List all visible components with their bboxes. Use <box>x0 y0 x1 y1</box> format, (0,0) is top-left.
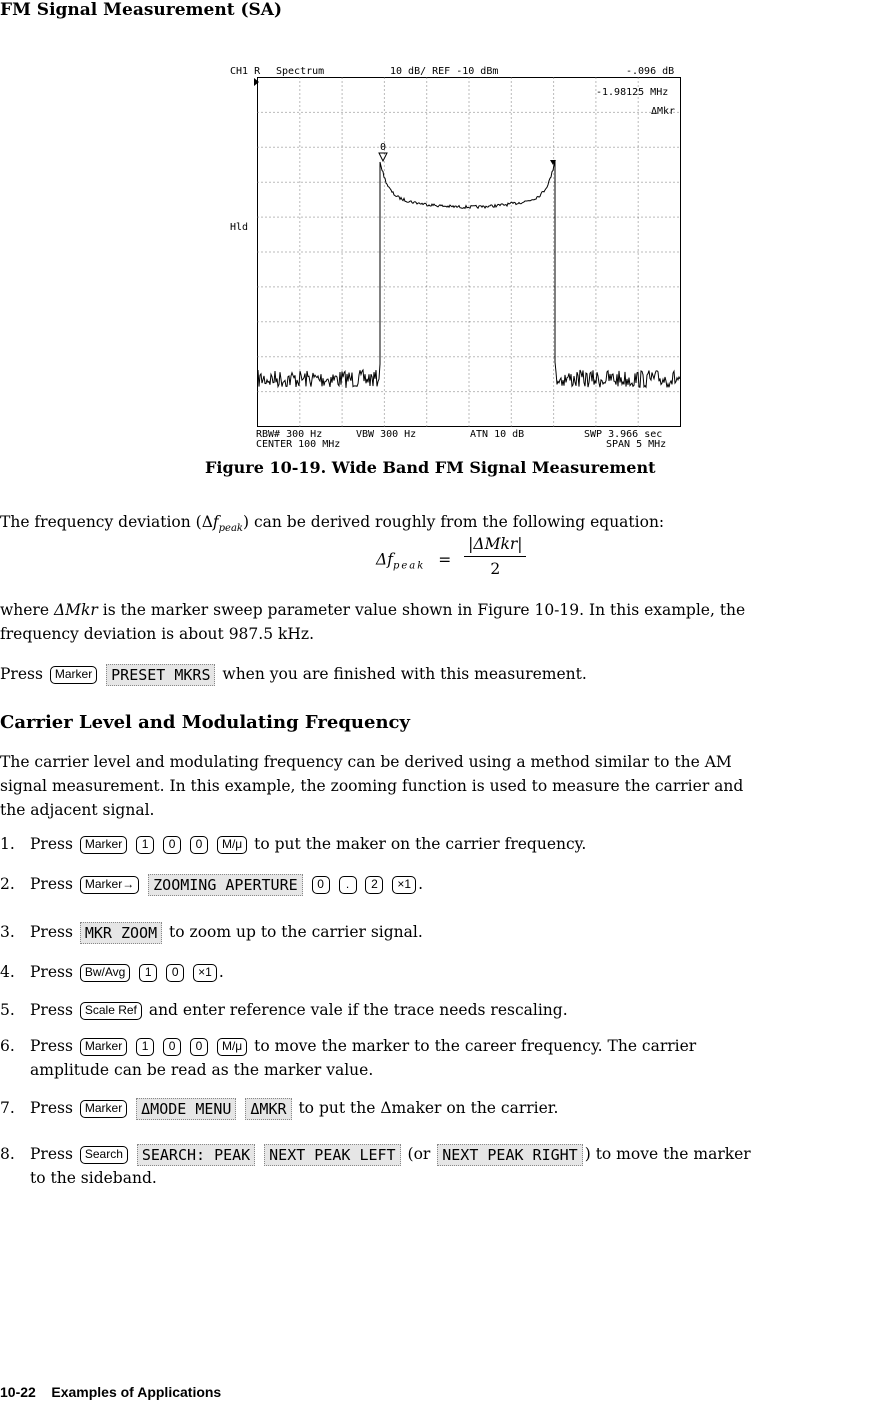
ref-level-arrow-icon <box>254 78 259 86</box>
step-4: 4. Press Bw/Avg 1 0 ×1 . <box>0 963 224 981</box>
marker-frequency: -1.98125 MHz <box>596 87 669 98</box>
sweep-label: SWP 3.966 sec <box>584 429 663 440</box>
section-heading: Carrier Level and Modulating Frequency <box>0 712 410 733</box>
scale-ref-key[interactable]: Scale Ref <box>80 1002 142 1020</box>
section-paragraph-3: the adjacent signal. <box>0 801 155 819</box>
where-line-1: where ΔMkr is the marker sweep parameter value shown in Figure 10-19. In this example, the <box>0 601 746 619</box>
marker-key[interactable]: Marker <box>80 1038 127 1056</box>
marker-key[interactable]: Marker <box>80 836 127 854</box>
key-1[interactable]: 1 <box>136 1038 154 1056</box>
search-key[interactable]: Search <box>80 1146 128 1164</box>
hold-label: Hld <box>230 222 249 233</box>
key-0[interactable]: 0 <box>190 836 208 854</box>
preset-mkrs-softkey[interactable]: PRESET MKRS <box>106 664 215 686</box>
step-8: 8. Press Search SEARCH: PEAK NEXT PEAK LEFT (or NEXT PEAK RIGHT ) to move the marker to the sideband. <box>0 1145 751 1187</box>
channel-label: CH1 R <box>230 66 261 77</box>
key-2[interactable]: 2 <box>365 876 383 894</box>
search-peak-softkey[interactable]: SEARCH: PEAK <box>137 1144 255 1166</box>
spectrum-figure <box>228 62 688 454</box>
center-label: CENTER 100 MHz <box>256 439 341 450</box>
spectrum-display <box>228 62 688 454</box>
delta-marker-label: ΔMkr <box>651 106 676 117</box>
step-2: 2. Press Marker→ ZOOMING APERTURE 0 . 2 ×1 . <box>0 875 424 894</box>
delta-mode-menu-softkey[interactable]: ΔMODE MENU <box>136 1098 236 1120</box>
marker-value: -.096 dB <box>626 66 675 77</box>
deviation-intro: The frequency deviation $(\Delta f_{peak})$ can be derived roughly from the following equation: <box>0 513 665 535</box>
key-0[interactable]: 0 <box>163 836 181 854</box>
step-6: 6. Press Marker 1 0 0 M/μ to move the marker to the career frequency. The carrier amplitude can be read as the marker value. <box>0 1037 697 1079</box>
preset-instruction: Press Marker PRESET MKRS when you are finished with this measurement. <box>0 665 587 684</box>
figure-caption: Figure 10-19. Wide Band FM Signal Measurement <box>205 458 656 477</box>
step-5: 5. Press Scale Ref and enter reference vale if the trace needs rescaling. <box>0 1001 568 1019</box>
section-paragraph-1: The carrier level and modulating frequency can be derived using a method similar to the AM <box>0 753 732 771</box>
marker-arrow-key[interactable]: Marker→ <box>80 876 139 894</box>
decimal-key[interactable]: . <box>339 876 357 894</box>
reference-marker-label: 0 <box>380 142 387 153</box>
key-0[interactable]: 0 <box>312 876 330 894</box>
key-0[interactable]: 0 <box>190 1038 208 1056</box>
key-0[interactable]: 0 <box>166 964 184 982</box>
zooming-aperture-softkey[interactable]: ZOOMING APERTURE <box>148 874 303 896</box>
m-mu-key[interactable]: M/μ <box>217 1038 247 1056</box>
vbw-label: VBW 300 Hz <box>356 429 417 440</box>
key-1[interactable]: 1 <box>139 964 157 982</box>
delta-mkr-softkey[interactable]: ΔMKR <box>245 1098 291 1120</box>
span-label: SPAN 5 MHz <box>606 439 667 450</box>
atn-label: ATN 10 dB <box>470 429 525 440</box>
page-title: FM Signal Measurement (SA) <box>0 0 283 20</box>
reference-marker-icon <box>379 153 387 161</box>
bw-avg-key[interactable]: Bw/Avg <box>80 964 130 982</box>
deviation-equation: $\Delta f_{peak}$ = $\frac{\text{|ΔMkr|}}{2}$ <box>376 540 526 581</box>
page-footer: 10-22 Examples of Applications <box>0 1384 222 1400</box>
next-peak-left-softkey[interactable]: NEXT PEAK LEFT <box>264 1144 400 1166</box>
where-line-2: frequency deviation is about 987.5 kHz. <box>0 625 314 643</box>
marker-key[interactable]: Marker <box>50 666 97 684</box>
scale-label: 10 dB/ REF -10 dBm <box>390 66 499 77</box>
step-7: 7. Press Marker ΔMODE MENU ΔMKR to put the Δmaker on the carrier. <box>0 1099 559 1118</box>
section-paragraph-2: signal measurement. In this example, the zooming function is used to measure the carrier and <box>0 777 744 795</box>
step-1: 1. Press Marker 1 0 0 M/μ to put the maker on the carrier frequency. <box>0 835 587 853</box>
key-0[interactable]: 0 <box>163 1038 181 1056</box>
next-peak-right-softkey[interactable]: NEXT PEAK RIGHT <box>437 1144 582 1166</box>
rbw-label: RBW# 300 Hz <box>256 429 323 440</box>
m-mu-key[interactable]: M/μ <box>217 836 247 854</box>
mkr-zoom-softkey[interactable]: MKR ZOOM <box>80 922 162 944</box>
key-1[interactable]: 1 <box>136 836 154 854</box>
x1-key[interactable]: ×1 <box>193 964 217 982</box>
marker-key[interactable]: Marker <box>80 1100 127 1118</box>
x1-key[interactable]: ×1 <box>392 876 416 894</box>
mode-label: Spectrum <box>276 66 325 77</box>
step-3: 3. Press MKR ZOOM to zoom up to the carrier signal. <box>0 923 423 942</box>
